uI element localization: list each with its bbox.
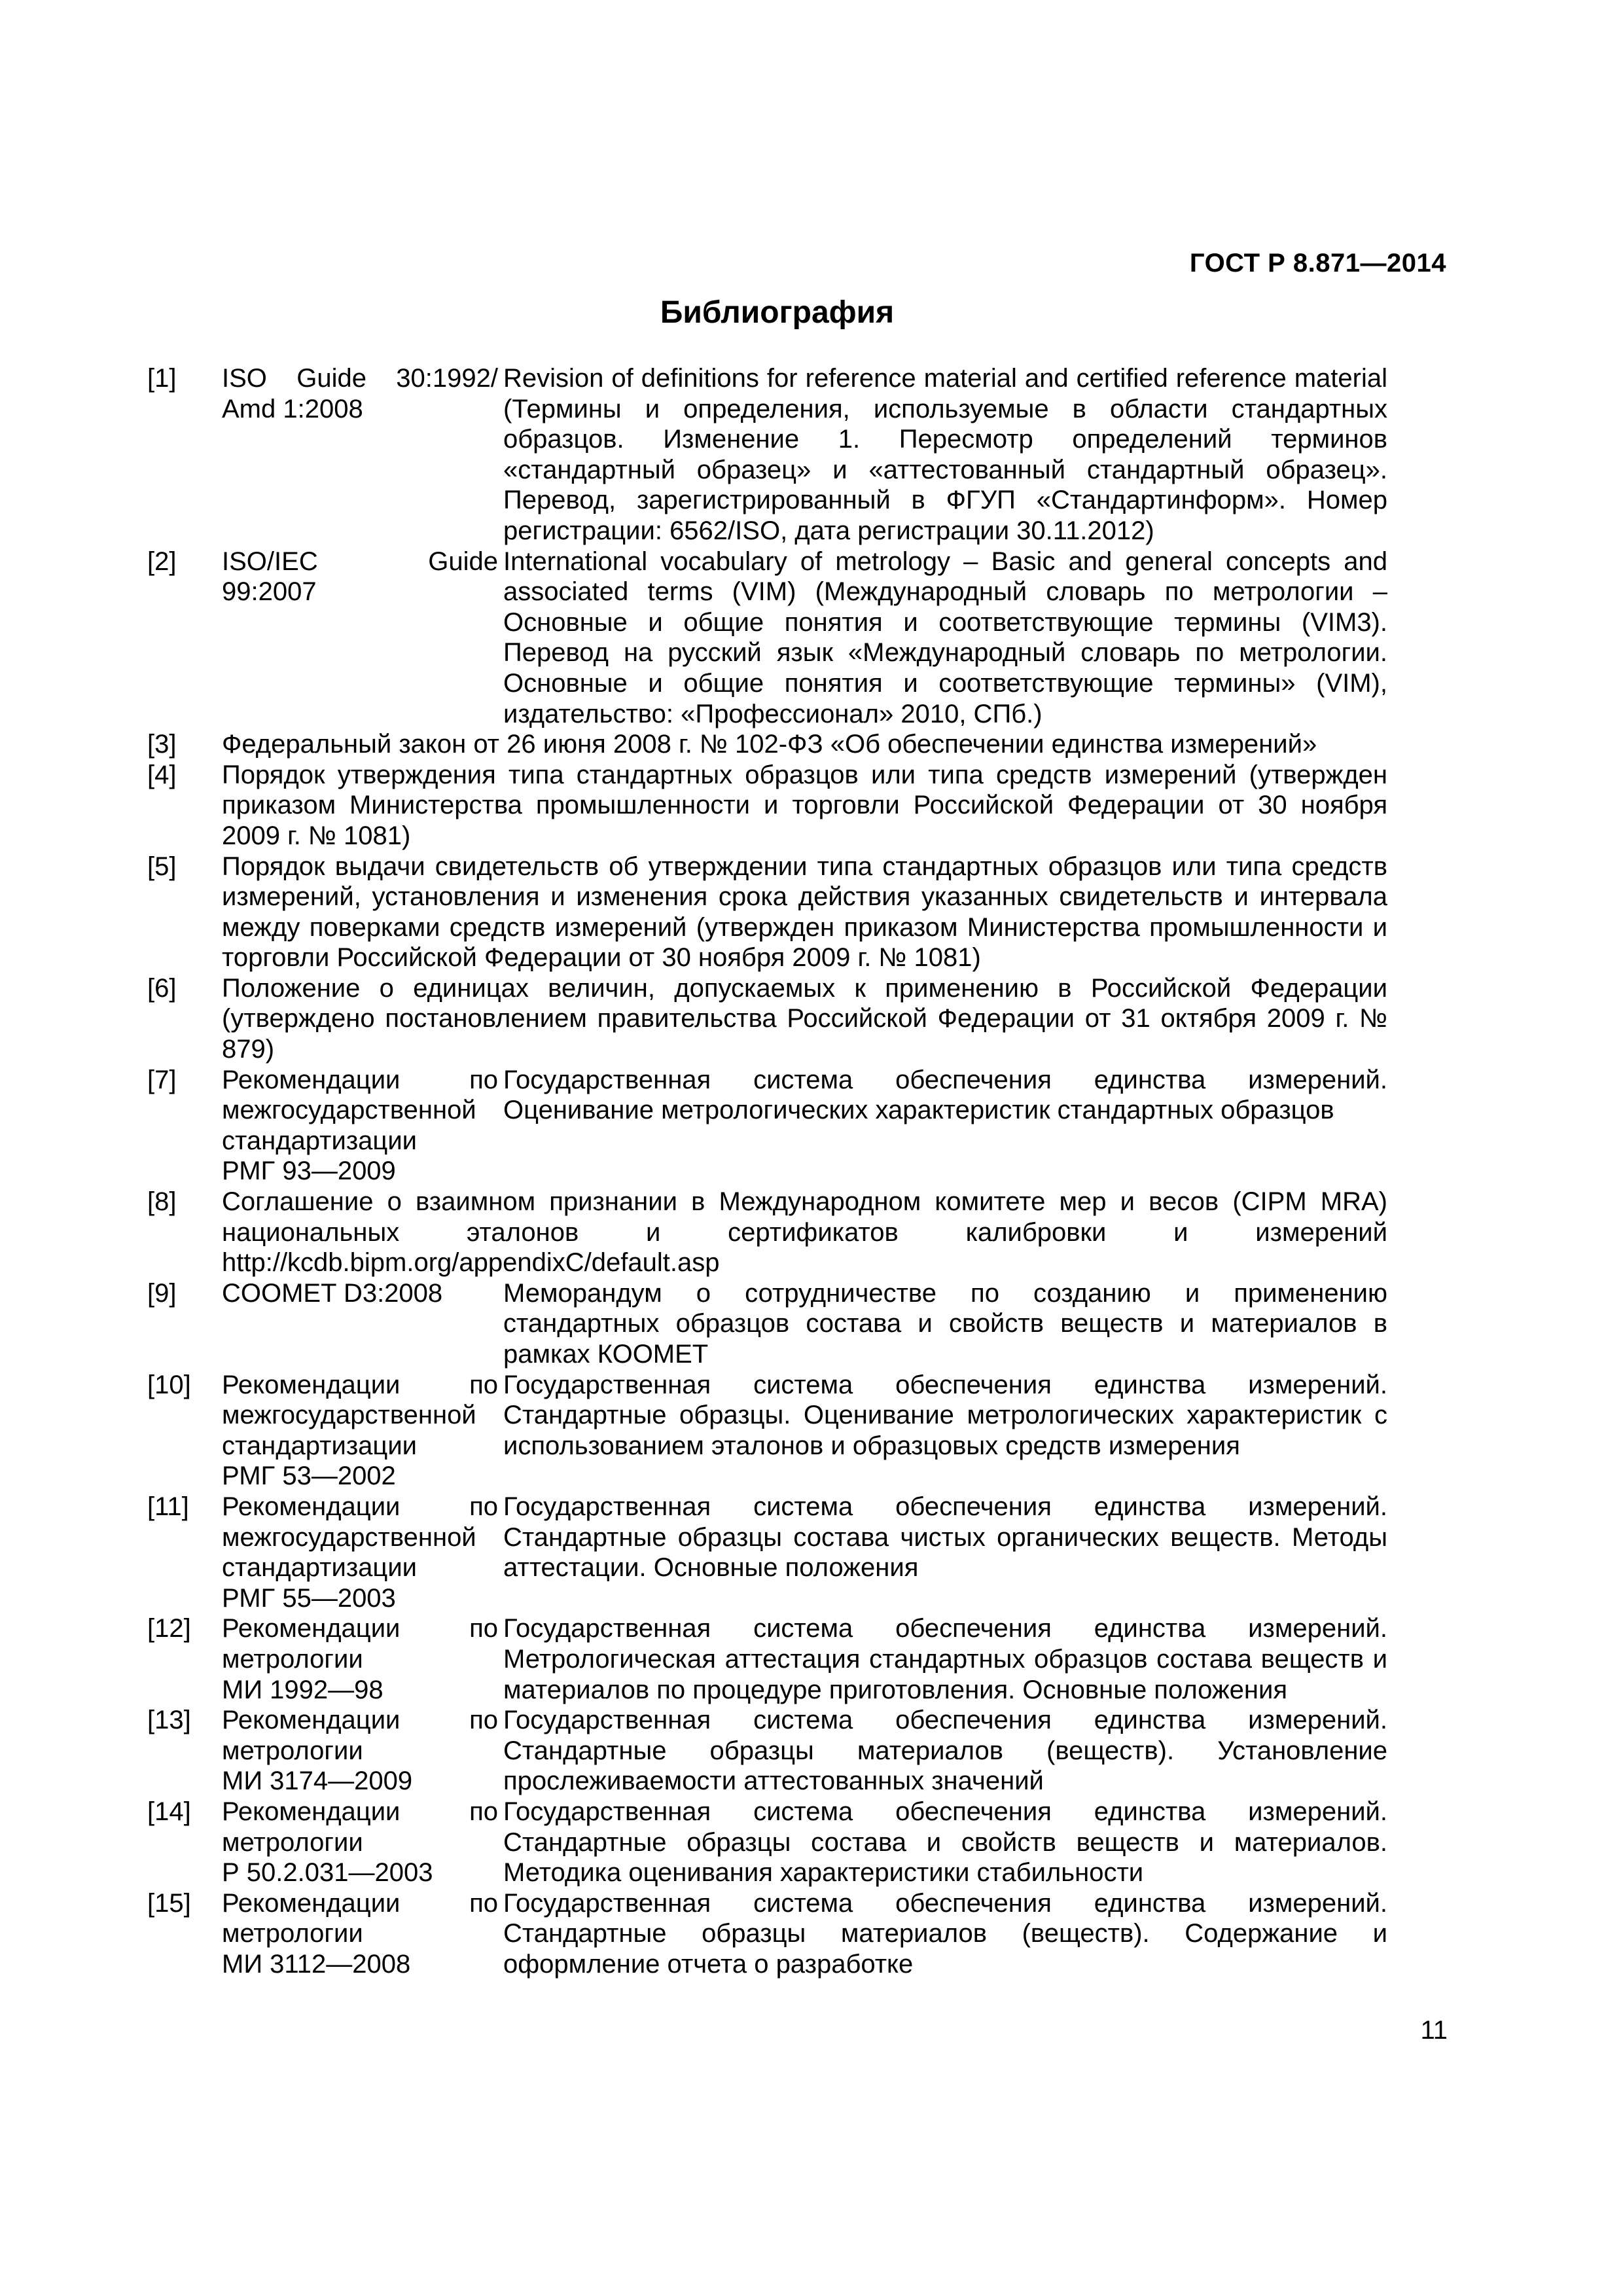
entry-number: [15]: [147, 1888, 191, 1918]
entry-number: [14]: [147, 1797, 191, 1826]
reference-line: Рекомендации по: [222, 1065, 498, 1094]
entry-reference: [222, 1888, 503, 1980]
entry-text: Порядок утверждения типа стандартных образцов или типа средств измерений (утвержден приказом Министерства промышленности и торговли Российской Федерации от 30 ноября 2009 г. № 1081): [222, 760, 1387, 850]
reference-line: МИ 3112—2008: [222, 1949, 411, 1979]
reference-line: Рекомендации по: [222, 1614, 498, 1643]
reference-line: РМГ 93—2009: [222, 1157, 396, 1186]
entry-description: International vocabulary of metrology – Basic and general concepts and associated terms (VIM) (Международный словарь по метрологии – Основные и общие понятия и соответствующие термины (VIM3). Перевод на русский язык «Международный словарь по метрологии. Основные и общие понятия и соответствующие термины» (VIM), издательство: «Профессионал» 2010, СПб.): [503, 547, 1387, 728]
entry-reference: [222, 547, 503, 607]
bibliography-entry: [147, 363, 1387, 547]
bibliography-entry: [147, 760, 1387, 852]
entry-description: Государственная система обеспечения единства измерений. Стандартные образцы состава и свойств веществ и материалов. Методика оценивания характеристики стабильности: [503, 1797, 1387, 1888]
reference-line: метрологии: [222, 1827, 363, 1857]
page-number: 11: [1420, 2016, 1448, 2045]
entry-description: Государственная система обеспечения единства измерений. Оценивание метрологических характеристик стандартных образцов: [503, 1065, 1387, 1125]
bibliography-entry: [147, 1613, 1387, 1705]
entry-number: [1]: [147, 364, 177, 393]
reference-line: Рекомендации по: [222, 1888, 498, 1918]
entry-number: [12]: [147, 1614, 191, 1643]
bibliography-entry: [147, 1370, 1387, 1492]
entry-description: Государственная система обеспечения единства измерений. Стандартные образцы. Оценивание метрологических характеристик с использованием эталонов и образцовых средств измерения: [503, 1370, 1387, 1460]
entry-description: Revision of definitions for reference material and certified reference material (Термины и определения, используемые в области стандартных образцов. Изменение 1. Пересмотр определений терминов «стандартный образец» и «аттестованный стандартный образец». Перевод, зарегистрированный в ФГУП «Стандартинформ». Номер регистрации: 6562/ISO, дата регистрации 30.11.2012): [503, 364, 1387, 545]
entry-number: [9]: [147, 1278, 177, 1308]
bibliography-entry: [147, 1278, 1387, 1370]
entry-reference: [222, 363, 503, 424]
bibliography-entry: [147, 729, 1387, 760]
bibliography-list: [147, 363, 1387, 1979]
entry-number: [8]: [147, 1187, 177, 1217]
reference-line: Рекомендации по: [222, 1370, 498, 1399]
reference-line: Рекомендации по: [222, 1706, 498, 1735]
reference-line: стандартизации: [222, 1553, 418, 1583]
entry-reference: [222, 1370, 503, 1492]
entry-number: [13]: [147, 1706, 191, 1735]
entry-reference: [222, 1613, 503, 1705]
entry-description: Государственная система обеспечения единства измерений. Стандартные образцы материалов (веществ). Содержание и оформление отчета о разработке: [503, 1888, 1387, 1979]
entry-reference: [222, 1065, 503, 1187]
reference-line: Рекомендации по: [222, 1492, 498, 1521]
entry-text: Порядок выдачи свидетельств об утверждении типа стандартных образцов или типа средств измерений, установления и изменения срока действия указанных свидетельств и интервала между поверками средств измерений (утвержден приказом Министерства промышленности и торговли Российской Федерации от 30 ноября 2009 г. № 1081): [222, 852, 1387, 973]
entry-number: [10]: [147, 1370, 191, 1399]
bibliography-entry: [147, 547, 1387, 730]
entry-number: [2]: [147, 547, 177, 576]
entry-text: Федеральный закон от 26 июня 2008 г. № 102-ФЗ «Об обеспечении единства измерений»: [222, 730, 1317, 759]
entry-number: [5]: [147, 852, 177, 881]
entry-number: [4]: [147, 760, 177, 789]
page-title: Библиография: [660, 295, 895, 330]
reference-line: межгосударственной: [222, 1522, 476, 1552]
entry-description: Государственная система обеспечения единства измерений. Стандартные образцы состава чистых органических веществ. Методы аттестации. Основные положения: [503, 1492, 1387, 1583]
entry-reference: [222, 1705, 503, 1797]
reference-line: метрологии: [222, 1919, 363, 1948]
reference-line: 99:2007: [222, 577, 317, 607]
reference-line: межгосударственной: [222, 1096, 476, 1125]
reference-line: Р 50.2.031—2003: [222, 1858, 433, 1888]
reference-line: метрологии: [222, 1736, 363, 1765]
reference-line: МИ 1992—98: [222, 1675, 383, 1704]
reference-line: Рекомендации по: [222, 1797, 498, 1826]
reference-line: COOMET D3:2008: [222, 1278, 443, 1308]
entry-reference: [222, 1278, 503, 1309]
entry-number: [11]: [147, 1492, 189, 1521]
reference-line: МИ 3174—2009: [222, 1767, 413, 1796]
reference-line: РМГ 55—2003: [222, 1583, 396, 1613]
bibliography-entry: [147, 1065, 1387, 1187]
reference-line: межгосударственной: [222, 1401, 476, 1430]
entry-number: [3]: [147, 730, 177, 759]
bibliography-entry: [147, 1797, 1387, 1888]
entry-text: Положение о единицах величин, допускаемых к применению в Российской Федерации (утверждено постановлением правительства Российской Федерации от 31 октября 2009 г. № 879): [222, 973, 1387, 1064]
reference-line: Amd 1:2008: [222, 394, 363, 423]
reference-line: ISO/IEC Guide: [222, 547, 498, 576]
reference-line: стандартизации: [222, 1431, 418, 1460]
bibliography-entry: [147, 852, 1387, 973]
document-code: ГОСТ Р 8.871—2014: [1189, 249, 1446, 278]
reference-line: ISO Guide 30:1992/: [222, 364, 498, 393]
entry-reference: [222, 1492, 503, 1613]
entry-reference: [222, 1797, 503, 1888]
bibliography-entry: [147, 1492, 1387, 1613]
entry-description: Меморандум о сотрудничестве по созданию и применению стандартных образцов состава и свойств веществ и материалов в рамках КООМЕТ: [503, 1278, 1387, 1369]
bibliography-entry: [147, 1187, 1387, 1278]
bibliography-entry: [147, 1888, 1387, 1980]
reference-line: стандартизации: [222, 1126, 418, 1155]
bibliography-entry: [147, 1705, 1387, 1797]
entry-number: [6]: [147, 973, 177, 1003]
entry-text: Соглашение о взаимном признании в Международном комитете мер и весов (CIPM MRA) национальных эталонов и сертификатов калибровки и измерений http://kcdb.bipm.org/appendixC/default.asp: [222, 1187, 1387, 1278]
entry-number: [7]: [147, 1065, 177, 1094]
entry-description: Государственная система обеспечения единства измерений. Метрологическая аттестация стандартных образцов состава веществ и материалов по процедуре приготовления. Основные положения: [503, 1614, 1387, 1704]
bibliography-entry: [147, 973, 1387, 1065]
reference-line: РМГ 53—2002: [222, 1462, 396, 1491]
entry-description: Государственная система обеспечения единства измерений. Стандартные образцы материалов (веществ). Установление прослеживаемости аттестованных значений: [503, 1706, 1387, 1796]
reference-line: метрологии: [222, 1644, 363, 1674]
